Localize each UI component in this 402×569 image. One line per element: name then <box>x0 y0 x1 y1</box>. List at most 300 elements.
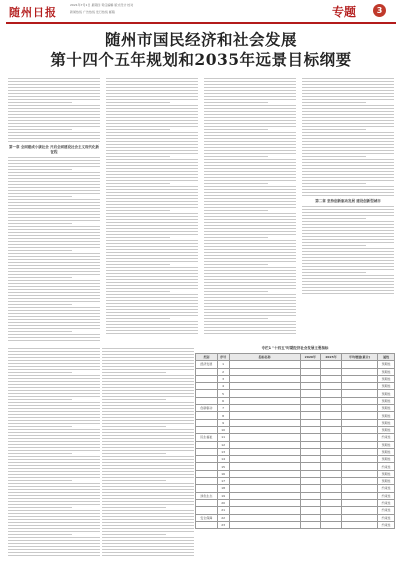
table-row <box>196 485 395 492</box>
body-text-line <box>204 111 296 112</box>
table-cell: 预期性 <box>378 419 395 426</box>
body-text-line <box>106 99 198 100</box>
table-cell <box>341 448 377 455</box>
body-text-line <box>106 300 198 301</box>
body-text-line <box>106 105 198 106</box>
body-text-line <box>106 150 198 151</box>
body-text-line <box>204 192 296 193</box>
table-cell <box>321 463 342 470</box>
body-text-line <box>204 90 296 91</box>
body-text-line <box>204 240 296 241</box>
body-text-line <box>102 351 194 352</box>
table-cell <box>300 405 321 412</box>
body-text-line <box>302 272 366 273</box>
body-text-line <box>102 450 194 451</box>
body-text-line <box>204 255 296 256</box>
table-cell: 12 <box>217 441 229 448</box>
article-headline <box>0 30 402 70</box>
body-text-line <box>302 221 394 222</box>
body-text-line <box>106 333 198 334</box>
body-text-line <box>102 441 194 442</box>
body-text-line <box>8 208 100 209</box>
body-text-line <box>106 291 170 292</box>
body-text-line <box>102 363 194 364</box>
body-text-line <box>204 282 296 283</box>
body-text-line <box>8 486 100 487</box>
table-cell <box>321 448 342 455</box>
body-text-line <box>204 132 296 133</box>
table-cell <box>321 434 342 441</box>
body-text-line <box>204 168 296 169</box>
body-text-line <box>8 238 100 239</box>
body-text-line <box>8 184 100 185</box>
body-text-line <box>204 312 296 313</box>
body-text-line <box>8 384 100 385</box>
table-cell <box>300 441 321 448</box>
body-text-line <box>102 408 194 409</box>
table-header-cell: 2020年 <box>300 354 321 361</box>
body-text-line <box>8 241 100 242</box>
body-text-line <box>106 195 198 196</box>
body-text-line <box>204 165 296 166</box>
body-text-line <box>302 215 394 216</box>
body-text-line <box>106 243 198 244</box>
table-row <box>196 492 395 499</box>
table-cell <box>229 361 300 368</box>
body-text-line <box>8 277 72 278</box>
table-cell: 安全保障 <box>196 514 218 521</box>
text-column-6 <box>102 346 194 564</box>
body-text-line <box>8 501 100 502</box>
body-text-line <box>102 477 194 478</box>
body-text-line <box>102 429 194 430</box>
body-text-line <box>204 216 296 217</box>
body-text-line <box>102 480 166 481</box>
body-text-line <box>106 321 198 322</box>
body-text-line <box>302 177 394 178</box>
body-text-line <box>8 205 100 206</box>
body-text-line <box>106 240 198 241</box>
headline-line-1: 随州市国民经济和社会发展 <box>104 30 297 49</box>
body-text-line <box>302 239 394 240</box>
table-cell: 约束性 <box>378 514 395 521</box>
body-text-line <box>204 180 296 181</box>
body-text-line <box>204 147 296 148</box>
body-text-line <box>106 294 198 295</box>
body-text-line <box>106 168 198 169</box>
body-text-line <box>302 129 366 130</box>
body-text-line <box>8 432 100 433</box>
body-text-line <box>8 244 100 245</box>
body-text-line <box>102 534 166 535</box>
body-text-line <box>102 366 194 367</box>
body-text-line <box>8 202 100 203</box>
body-text-line <box>204 246 296 247</box>
body-text-line <box>302 99 394 100</box>
body-text-line <box>204 330 296 331</box>
table-cell: 经济发展 <box>196 361 218 368</box>
body-text-line <box>204 141 296 142</box>
body-text-line <box>106 111 198 112</box>
body-text-line <box>302 230 394 231</box>
body-text-line <box>302 111 394 112</box>
body-text-line <box>8 172 100 173</box>
body-text-line <box>106 249 198 250</box>
body-text-line <box>8 310 100 311</box>
table-row <box>196 521 395 528</box>
table-cell <box>341 412 377 419</box>
body-text-line <box>102 447 194 448</box>
body-text-line <box>302 105 394 106</box>
table-cell <box>321 405 342 412</box>
table-cell: 4 <box>217 383 229 390</box>
table-cell <box>321 390 342 397</box>
table-cell <box>321 441 342 448</box>
body-text-line <box>8 187 100 188</box>
body-text-line <box>302 141 394 142</box>
body-text-line <box>106 123 198 124</box>
table-cell <box>229 507 300 514</box>
body-text-line <box>8 132 100 133</box>
body-text-line <box>8 420 100 421</box>
table-cell <box>300 514 321 521</box>
body-text-line <box>204 84 296 85</box>
table-cell: 预期性 <box>378 456 395 463</box>
body-text-line <box>8 444 100 445</box>
table-cell <box>229 412 300 419</box>
table-cell: 约束性 <box>378 485 395 492</box>
body-text-line <box>302 108 394 109</box>
table-cell <box>321 419 342 426</box>
body-text-line <box>8 253 100 254</box>
body-text-line <box>8 247 100 248</box>
table-cell: 6 <box>217 397 229 404</box>
body-text-line <box>102 444 194 445</box>
body-text-line <box>8 81 100 82</box>
body-text-line <box>8 223 72 224</box>
table-cell <box>196 412 218 419</box>
table-cell: 预期性 <box>378 368 395 375</box>
body-text-line <box>102 414 194 415</box>
body-text-line <box>106 117 198 118</box>
table-cell <box>196 441 218 448</box>
table-cell: 预期性 <box>378 412 395 419</box>
body-text-line <box>8 157 100 158</box>
table-title: 专栏1 "十四五"时期经济社会发展主要指标 <box>261 346 329 350</box>
table-cell <box>341 434 377 441</box>
table-cell <box>229 383 300 390</box>
table-cell: 预期性 <box>378 448 395 455</box>
body-text-line <box>204 204 296 205</box>
table-cell <box>300 412 321 419</box>
body-text-line <box>102 435 194 436</box>
body-text-line <box>8 283 100 284</box>
table-header-cell: 指标名称 <box>229 354 300 361</box>
body-text-line <box>8 474 100 475</box>
body-text-line <box>8 271 100 272</box>
body-text-line <box>106 228 198 229</box>
body-text-line <box>106 222 198 223</box>
body-text-line <box>302 192 394 193</box>
table-header-cell: 2025年 <box>321 354 342 361</box>
body-text-line <box>204 273 296 274</box>
body-text-line <box>106 324 198 325</box>
body-text-line <box>204 324 296 325</box>
body-text-line <box>102 552 194 553</box>
table-cell <box>196 426 218 433</box>
body-text-line <box>106 90 198 91</box>
body-text-line <box>8 163 100 164</box>
body-text-line <box>302 90 394 91</box>
body-text-line <box>204 195 296 196</box>
table-cell: 16 <box>217 470 229 477</box>
body-text-line <box>302 233 394 234</box>
body-text-line <box>8 196 72 197</box>
body-text-line <box>8 93 100 94</box>
table-header-row <box>196 354 395 361</box>
body-text-line <box>102 399 166 400</box>
body-text-line <box>8 337 100 338</box>
body-text-line <box>8 313 100 314</box>
table-cell <box>321 412 342 419</box>
body-text-line <box>106 177 198 178</box>
body-text-line <box>204 78 296 79</box>
body-text-line <box>102 531 194 532</box>
body-text-line <box>302 251 394 252</box>
table-cell <box>321 507 342 514</box>
body-text-line <box>8 286 100 287</box>
body-text-line <box>106 255 198 256</box>
table-cell <box>300 434 321 441</box>
body-text-line <box>102 489 194 490</box>
body-text-line <box>204 210 268 211</box>
table-cell <box>196 463 218 470</box>
body-text-line <box>8 543 100 544</box>
body-text-line <box>204 177 296 178</box>
body-text-line <box>102 537 194 538</box>
body-text-line <box>102 501 194 502</box>
body-text-line <box>8 295 100 296</box>
table-cell <box>321 368 342 375</box>
body-text-line <box>302 153 394 154</box>
section-heading: 第二章 坚持创新驱动发展 建设创新型城市 <box>315 199 381 203</box>
body-text-line <box>106 219 198 220</box>
body-text-line <box>8 274 100 275</box>
table-cell <box>321 485 342 492</box>
body-text-line <box>8 268 100 269</box>
body-text-line <box>106 102 170 103</box>
body-text-line <box>8 169 72 170</box>
table-cell <box>196 507 218 514</box>
body-text-line <box>8 462 100 463</box>
body-text-line <box>8 366 100 367</box>
body-text-line <box>8 334 100 335</box>
body-text-line <box>106 129 170 130</box>
body-text-line <box>8 190 100 191</box>
table-cell: 5 <box>217 390 229 397</box>
body-text-line <box>204 297 296 298</box>
text-column-2 <box>106 76 198 346</box>
body-text-line <box>302 162 394 163</box>
table-cell <box>229 375 300 382</box>
body-text-line <box>106 147 198 148</box>
table-cell: 17 <box>217 478 229 485</box>
table-cell <box>196 390 218 397</box>
body-text-line <box>204 153 296 154</box>
body-text-line <box>8 435 100 436</box>
body-text-line <box>8 84 100 85</box>
table-cell: 20 <box>217 499 229 506</box>
body-text-line <box>8 396 100 397</box>
table-cell <box>229 434 300 441</box>
table-cell <box>321 514 342 521</box>
table-row <box>196 499 395 506</box>
table-cell <box>300 426 321 433</box>
table-cell <box>341 390 377 397</box>
body-text-line <box>204 81 296 82</box>
table-cell <box>341 368 377 375</box>
article-body-columns <box>8 76 396 346</box>
body-text-line <box>8 229 100 230</box>
table-cell: 预期性 <box>378 397 395 404</box>
table-cell: 约束性 <box>378 521 395 528</box>
table-cell: 创新驱动 <box>196 405 218 412</box>
table-cell <box>300 456 321 463</box>
body-text-line <box>302 293 394 294</box>
body-text-line <box>204 162 296 163</box>
table-cell <box>196 499 218 506</box>
table-row <box>196 514 395 521</box>
table-cell: 约束性 <box>378 463 395 470</box>
body-text-line <box>302 114 394 115</box>
body-text-line <box>204 129 268 130</box>
body-text-line <box>204 303 296 304</box>
body-text-line <box>8 105 100 106</box>
body-text-line <box>204 300 296 301</box>
body-text-line <box>106 285 198 286</box>
body-text-line <box>102 459 194 460</box>
body-text-line <box>8 405 100 406</box>
body-text-line <box>302 290 394 291</box>
body-text-line <box>204 222 296 223</box>
body-text-line <box>106 135 198 136</box>
body-text-line <box>102 465 194 466</box>
table-cell <box>300 390 321 397</box>
body-text-line <box>8 307 100 308</box>
body-text-line <box>204 228 296 229</box>
body-text-line <box>8 450 100 451</box>
body-text-line <box>204 150 296 151</box>
body-text-line <box>302 96 394 97</box>
body-text-line <box>8 453 72 454</box>
body-text-line <box>106 132 198 133</box>
table-cell: 绿色生态 <box>196 492 218 499</box>
body-text-line <box>204 123 296 124</box>
table-cell <box>300 368 321 375</box>
table-cell: 2 <box>217 368 229 375</box>
body-text-line <box>8 123 100 124</box>
body-text-line <box>106 210 170 211</box>
table-cell: 预期性 <box>378 426 395 433</box>
table-row <box>196 375 395 382</box>
body-text-line <box>8 217 100 218</box>
table-cell: 8 <box>217 412 229 419</box>
body-text-line <box>8 199 100 200</box>
body-text-line <box>8 160 100 161</box>
table-cell: 14 <box>217 456 229 463</box>
body-text-line <box>204 237 268 238</box>
body-text-line <box>102 504 194 505</box>
body-text-line <box>102 405 194 406</box>
table-cell <box>341 441 377 448</box>
body-text-line <box>106 327 198 328</box>
body-text-line <box>106 159 198 160</box>
body-text-line <box>204 309 296 310</box>
body-text-line <box>102 348 194 349</box>
body-text-line <box>302 147 394 148</box>
table-cell <box>300 478 321 485</box>
body-text-line <box>302 212 394 213</box>
table-row <box>196 426 395 433</box>
table-cell <box>341 514 377 521</box>
body-text-line <box>8 87 100 88</box>
table-row <box>196 478 395 485</box>
body-text-line <box>204 105 296 106</box>
body-text-line <box>106 126 198 127</box>
body-text-line <box>302 206 394 207</box>
body-text-line <box>102 360 194 361</box>
table-row <box>196 405 395 412</box>
table-row <box>196 390 395 397</box>
table-row <box>196 361 395 368</box>
body-text-line <box>204 288 296 289</box>
body-text-line <box>204 108 296 109</box>
table-cell <box>300 397 321 404</box>
body-text-line <box>8 555 100 556</box>
body-text-line <box>8 265 100 266</box>
body-text-line <box>8 522 100 523</box>
body-text-line <box>102 528 194 529</box>
body-text-line <box>302 102 366 103</box>
body-text-line <box>106 114 198 115</box>
body-text-line <box>8 289 100 290</box>
body-text-line <box>302 275 394 276</box>
body-text-line <box>106 279 198 280</box>
body-text-line <box>8 504 100 505</box>
table-cell <box>321 397 342 404</box>
table-cell <box>229 419 300 426</box>
body-text-line <box>204 144 296 145</box>
table-cell: 预期性 <box>378 470 395 477</box>
table-cell <box>300 419 321 426</box>
text-column-1 <box>8 76 100 346</box>
table-row <box>196 448 395 455</box>
table-cell <box>196 397 218 404</box>
table-cell <box>300 492 321 499</box>
table-cell <box>321 492 342 499</box>
body-text-line <box>106 198 198 199</box>
table-cell <box>196 521 218 528</box>
table-cell <box>321 383 342 390</box>
body-text-line <box>102 387 194 388</box>
body-text-line <box>204 207 296 208</box>
body-text-line <box>302 218 366 219</box>
body-text-line <box>302 263 394 264</box>
header-divider <box>6 22 396 24</box>
body-text-line <box>8 114 100 115</box>
table-row <box>196 419 395 426</box>
table-row <box>196 456 395 463</box>
